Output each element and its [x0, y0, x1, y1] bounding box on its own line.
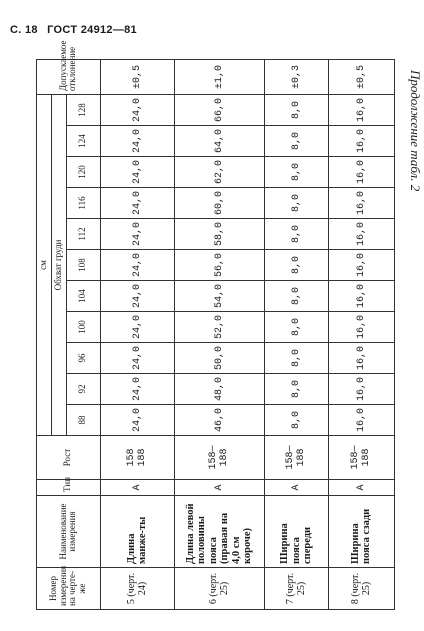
cell-value: 52,0 [174, 312, 264, 343]
standard-code: ГОСТ 24912—81 [47, 24, 137, 36]
cell-value: 24,0 [100, 374, 174, 405]
row-tolerance: ±0,3 [264, 59, 328, 94]
row-type: А [328, 480, 394, 496]
cell-value: 48,0 [174, 374, 264, 405]
cell-value: 24,0 [100, 281, 174, 312]
cell-value: 24,0 [100, 250, 174, 281]
row-index: 5 (черт. 24) [100, 568, 174, 610]
chest-size-header: 124 [66, 126, 100, 157]
row-type: А [100, 480, 174, 496]
table-row [328, 59, 394, 609]
chest-size-header: 92 [66, 374, 100, 405]
cell-value: 8,0 [264, 405, 328, 436]
cell-value: 24,0 [100, 219, 174, 250]
cell-value: 16,0 [328, 157, 394, 188]
row-tolerance: ±0,5 [100, 59, 174, 94]
cell-value: 16,0 [328, 343, 394, 374]
cell-value: 24,0 [100, 157, 174, 188]
row-type: А [174, 480, 264, 496]
row-tolerance: ±1,0 [174, 59, 264, 94]
cell-value: 24,0 [100, 405, 174, 436]
page-number: С. 18 [10, 24, 38, 36]
cell-value: 62,0 [174, 157, 264, 188]
cell-value: 24,0 [100, 94, 174, 125]
cell-value: 8,0 [264, 250, 328, 281]
row-height: 158 188 [100, 436, 174, 480]
cell-value: 16,0 [328, 188, 394, 219]
table-row [100, 59, 174, 609]
cell-value: 8,0 [264, 343, 328, 374]
row-index: 8 (черт. 25) [328, 568, 394, 610]
row-index: 7 (черт. 25) [264, 568, 328, 610]
cell-value: 66,0 [174, 94, 264, 125]
cell-value: 60,0 [174, 188, 264, 219]
cell-value: 16,0 [328, 250, 394, 281]
chest-size-header: 112 [66, 219, 100, 250]
col-header-chest: Обхват груди [51, 94, 66, 435]
chest-size-header: 88 [66, 405, 100, 436]
table-continuation-label: Продолжение табл. 2 [408, 70, 423, 192]
row-name: Длина манже-ты [100, 496, 174, 568]
cell-value: 8,0 [264, 126, 328, 157]
cell-value: 16,0 [328, 219, 394, 250]
table-row [174, 59, 264, 609]
cell-value: 16,0 [328, 405, 394, 436]
cell-value: 16,0 [328, 94, 394, 125]
cell-value: 24,0 [100, 312, 174, 343]
row-name: Ширина пояса спереди [264, 496, 328, 568]
cell-value: 8,0 [264, 281, 328, 312]
chest-size-header: 116 [66, 188, 100, 219]
col-header-tolerance: Допускаемое отклонение [37, 59, 101, 94]
page-header [10, 24, 143, 36]
cell-value: 24,0 [100, 188, 174, 219]
cell-value: 46,0 [174, 405, 264, 436]
chest-size-header: 108 [66, 250, 100, 281]
row-height: 158—188 [174, 436, 264, 480]
cell-value: 16,0 [328, 126, 394, 157]
col-header-index: Номер измерения на черте-же [37, 568, 101, 610]
cell-value: 8,0 [264, 312, 328, 343]
cell-value: 24,0 [100, 343, 174, 374]
cell-value: 24,0 [100, 126, 174, 157]
cell-value: 64,0 [174, 126, 264, 157]
cell-value: 16,0 [328, 281, 394, 312]
rotated-table-container [36, 40, 416, 610]
row-name: Ширина пояса сзади [328, 496, 394, 568]
cell-value: 54,0 [174, 281, 264, 312]
cell-value: 58,0 [174, 219, 264, 250]
chest-size-header: 120 [66, 157, 100, 188]
row-tolerance: ±0,5 [328, 59, 394, 94]
chest-size-header: 96 [66, 343, 100, 374]
col-header-height: Рост [37, 436, 101, 480]
row-index: 6 (черт. 25) [174, 568, 264, 610]
row-height: 158—188 [264, 436, 328, 480]
chest-size-header: 128 [66, 94, 100, 125]
col-header-units: см [37, 94, 52, 435]
cell-value: 8,0 [264, 374, 328, 405]
col-header-name: Наименование измерения [37, 496, 101, 568]
row-height: 158—188 [328, 436, 394, 480]
row-name: Длина левой половины пояса (правая на 4,0 см короче) [174, 496, 264, 568]
cell-value: 8,0 [264, 219, 328, 250]
col-header-type: Тип [37, 480, 101, 496]
chest-size-header: 100 [66, 312, 100, 343]
table-row [264, 59, 328, 609]
cell-value: 8,0 [264, 188, 328, 219]
cell-value: 16,0 [328, 312, 394, 343]
cell-value: 8,0 [264, 94, 328, 125]
measurements-table [36, 40, 395, 610]
row-type: А [264, 480, 328, 496]
chest-size-header: 104 [66, 281, 100, 312]
cell-value: 50,0 [174, 343, 264, 374]
cell-value: 8,0 [264, 157, 328, 188]
cell-value: 56,0 [174, 250, 264, 281]
cell-value: 16,0 [328, 374, 394, 405]
